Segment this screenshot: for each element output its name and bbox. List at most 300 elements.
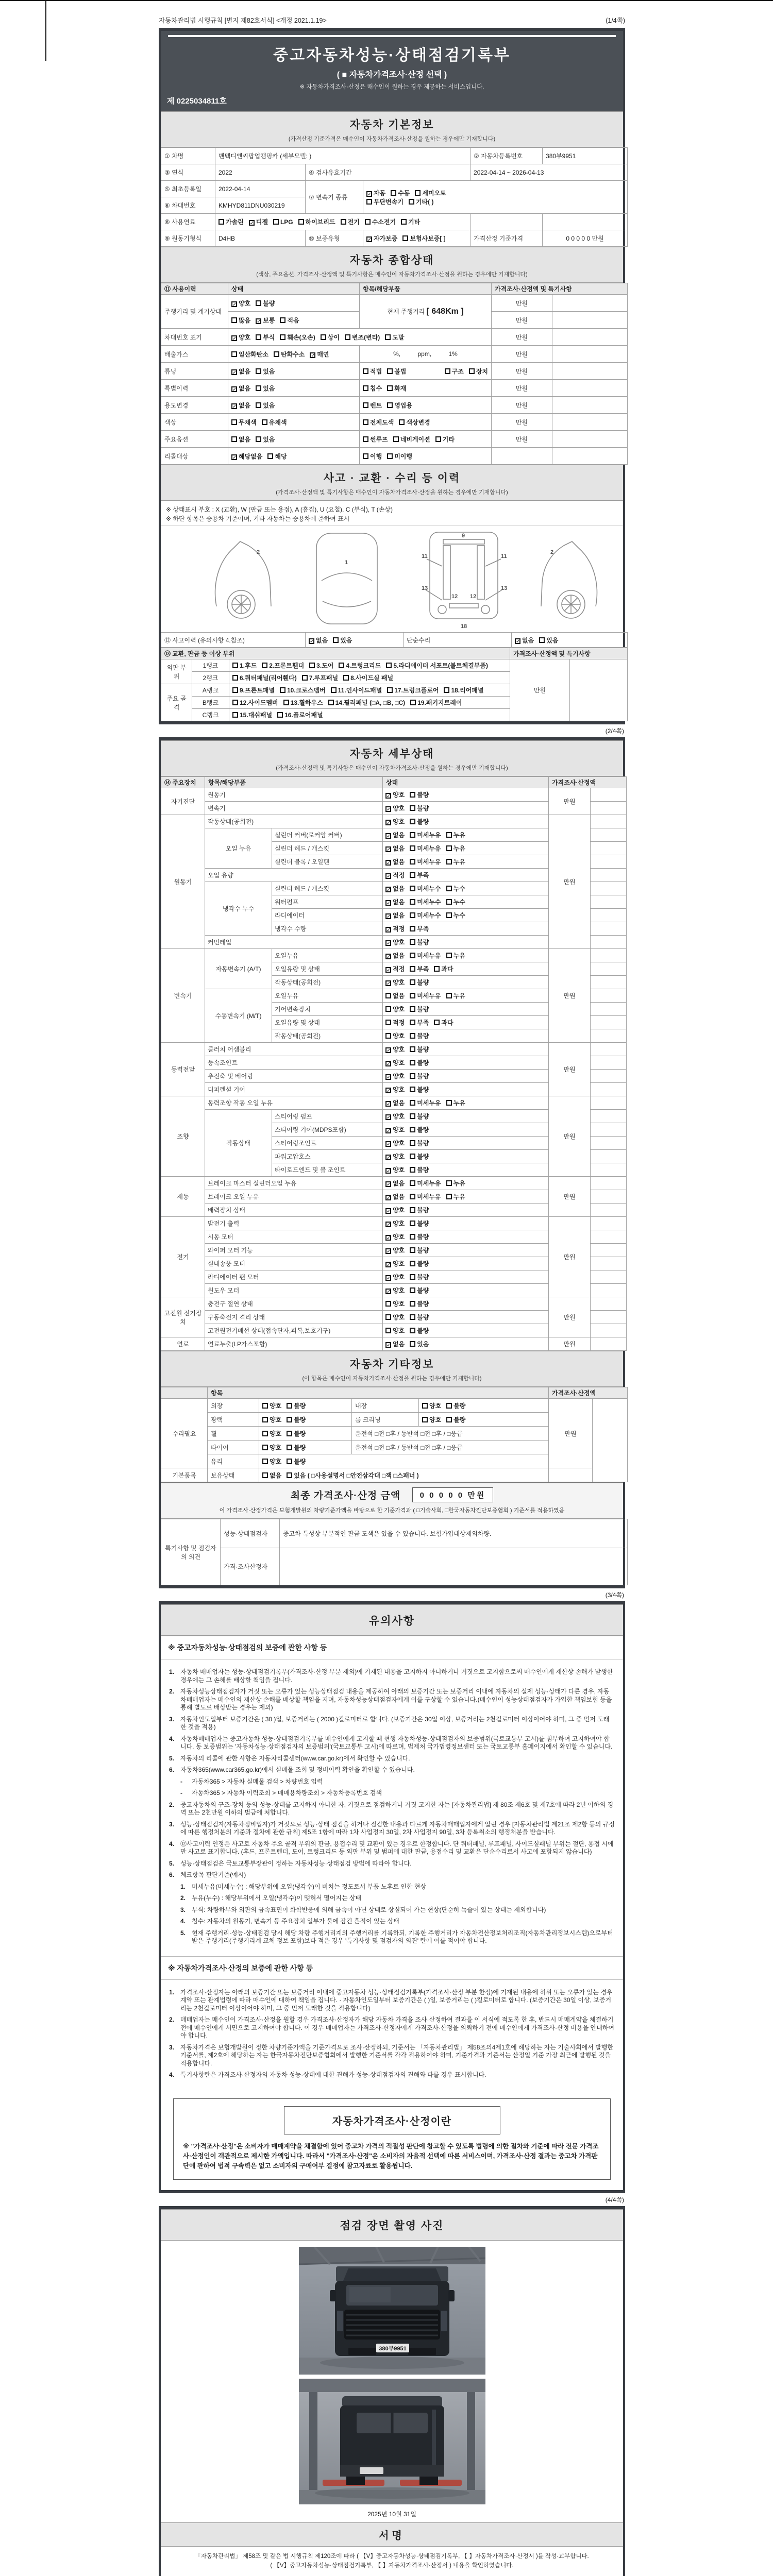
notice-text: 자동차가격은 보험개발원이 정한 차량기준가액을 기준가격으로 조사·산정하되, 기준서는 「자동차관리법」 제58조의4제1호에 해당하는 자는 기술사회에서 발행한 기준서를, 제2호에 해당하는 자는 한국자동차진단보증협회에서 발행한 기준서를 각각 적용하여야 하며, 기준가격과 기준서는 산정일 기준 가장 최근에 발행된 것을 적용합니다.	[180, 2043, 613, 2067]
table-row	[161, 1468, 628, 1482]
remark-cell	[591, 1123, 627, 1137]
checked-checkbox: ✓	[386, 793, 391, 799]
photo-front-view	[299, 2247, 485, 2375]
checkbox	[410, 966, 415, 972]
state-options	[383, 1190, 549, 1204]
checkbox	[385, 334, 391, 340]
option-label: 없음	[393, 899, 405, 906]
svg-text:1: 1	[344, 560, 348, 566]
option	[410, 978, 429, 987]
checked-checkbox: ✓	[311, 352, 315, 359]
option-label: 미세누유	[417, 858, 441, 866]
checkbox	[410, 1020, 415, 1025]
option	[287, 1457, 306, 1466]
option	[331, 686, 382, 694]
option-label: 양호	[393, 1140, 405, 1147]
checkbox	[387, 687, 393, 693]
state-options	[383, 882, 549, 895]
price-cell: 만원	[549, 1217, 591, 1297]
option-label: 불량	[417, 1046, 429, 1053]
checked-checkbox: ✓	[232, 301, 237, 308]
option	[410, 1031, 429, 1040]
option	[410, 1165, 429, 1174]
option	[385, 1045, 405, 1054]
mileage-value: [ 648Km ]	[426, 307, 464, 316]
row-label: 튜닝	[161, 363, 228, 380]
rank-label: A랭크	[192, 684, 229, 697]
sub-group-label: 수동변속기 (M/T)	[205, 989, 272, 1043]
option-label: 있음	[263, 435, 275, 443]
option	[410, 911, 441, 920]
state-options	[383, 1056, 549, 1070]
option-label: 없음	[270, 1471, 282, 1479]
option	[410, 857, 441, 866]
option-label: 양호	[270, 1430, 282, 1437]
option-label: 과다	[441, 1019, 453, 1026]
item-label: 시동 모터	[205, 1230, 383, 1244]
option-label: 이행	[370, 452, 382, 460]
checkbox	[446, 845, 452, 851]
option-label: 불량	[417, 1300, 429, 1308]
checkbox	[410, 1247, 415, 1253]
option-label: 양호	[393, 1113, 405, 1120]
field-label: ⑨ 원동기형식	[161, 230, 215, 247]
notice-item	[169, 1840, 615, 1856]
table-header-row	[161, 283, 628, 295]
checkbox	[341, 219, 346, 225]
option	[385, 1179, 405, 1188]
table-row	[161, 448, 628, 465]
remark-cell	[552, 329, 628, 346]
table-row	[161, 1548, 628, 1585]
svg-text:11: 11	[421, 553, 428, 560]
option-label: 무채색	[239, 418, 257, 426]
state-options	[383, 828, 549, 842]
option-label: 불량	[263, 299, 275, 307]
warranty-options	[363, 230, 470, 247]
empty-cell	[543, 214, 628, 230]
option	[256, 384, 275, 393]
option-label: 일산화탄소	[239, 350, 268, 358]
option	[231, 384, 250, 393]
option	[262, 1457, 281, 1466]
notice-number: 3.	[180, 1906, 186, 1913]
checkbox	[410, 1154, 415, 1159]
option	[410, 1219, 429, 1228]
remark-cell	[593, 1399, 628, 1482]
notice-number: 6.	[169, 1766, 175, 1773]
panel-group-label: 외판 부위	[161, 659, 192, 684]
remark-cell	[591, 1163, 627, 1177]
option-label: 누유	[453, 845, 465, 852]
checkbox	[410, 993, 415, 998]
column-header: 항목/해당부품	[205, 777, 383, 788]
checked-checkbox: ✓	[386, 1128, 391, 1134]
item-label: 오일 유량	[205, 869, 383, 882]
option-label: 부식	[263, 333, 275, 341]
row-label: 유리	[208, 1454, 259, 1468]
notice-item	[169, 1894, 615, 1903]
state-options	[383, 976, 549, 989]
option	[280, 316, 299, 325]
option-label: 불량	[453, 1402, 466, 1410]
option	[402, 234, 440, 243]
scan-border-top	[0, 0, 773, 1]
item-label: 와이퍼 모터 기능	[205, 1244, 383, 1257]
remark-cell	[591, 1337, 627, 1351]
option-label: 양호	[270, 1458, 282, 1465]
option	[385, 1058, 405, 1067]
option-label: 양호	[393, 1220, 405, 1227]
checked-checkbox: ✓	[249, 221, 255, 226]
checkbox	[422, 1403, 428, 1409]
checkbox	[363, 453, 368, 459]
inspector-label: 성능·상태점검자	[221, 1519, 280, 1548]
inspection-period-value: 2022-04-14 ~ 2026-04-13	[470, 164, 628, 181]
sub-group-label: 작동상태	[205, 1110, 272, 1177]
table-row	[161, 230, 628, 247]
checkbox	[410, 886, 415, 891]
section-title: 자동차 기본정보	[349, 119, 434, 131]
item-label: 작동상태(공회전)	[205, 815, 383, 828]
option	[410, 884, 441, 893]
state-options	[383, 1150, 549, 1163]
notice-item	[169, 1989, 615, 2013]
option	[410, 1299, 429, 1308]
remark-cell	[591, 869, 627, 882]
option	[446, 884, 465, 893]
row-label: 휠	[208, 1427, 259, 1440]
option-label: 미세누유	[417, 832, 441, 839]
section-note: (가격조사·산정액 및 특기사항은 매수인이 자동차가격조사·산정을 원하는 경우에만 기재합니다)	[276, 765, 508, 771]
checked-checkbox: ✓	[386, 1209, 391, 1214]
checkbox	[219, 219, 224, 225]
state-options	[383, 1003, 549, 1016]
mileage-prefix: 현재 주행거리	[387, 308, 425, 315]
option-label: 불량	[294, 1416, 306, 1423]
table-row	[161, 181, 628, 197]
notice-item	[169, 1883, 615, 1891]
item-label: 오일누유	[272, 989, 383, 1003]
checked-checkbox: ✓	[386, 1182, 391, 1188]
checkbox	[410, 845, 415, 851]
checkbox	[231, 419, 237, 425]
checkbox	[410, 979, 415, 985]
item-label: 워터펌프	[272, 895, 383, 909]
section-title: 점검 장면 촬영 사진	[340, 2219, 444, 2232]
item-label: 스티어링 펌프	[272, 1110, 383, 1123]
svg-text:2: 2	[550, 549, 553, 555]
checkbox	[410, 899, 415, 905]
state-options	[383, 815, 549, 828]
checkbox	[231, 436, 237, 442]
notice-number: 2.	[169, 1801, 175, 1808]
checkbox	[363, 419, 368, 425]
sub-group-label: 자동변속기 (A/T)	[205, 949, 272, 989]
option	[309, 636, 328, 645]
item-label: 타이로드엔드 및 볼 조인트	[272, 1163, 383, 1177]
state-options	[383, 1337, 549, 1351]
car-diagram-svg	[168, 529, 616, 630]
option-label: 불량	[294, 1402, 306, 1410]
option-label: 불량	[417, 1220, 429, 1227]
detail-row	[161, 1177, 627, 1190]
notice-item	[169, 1766, 615, 1774]
checkbox	[410, 1301, 415, 1307]
checkbox	[435, 436, 441, 442]
option	[385, 964, 405, 973]
checked-checkbox: ✓	[386, 1155, 391, 1161]
device-group-label: 변속기	[161, 949, 205, 1043]
option	[310, 350, 329, 359]
option	[410, 1152, 429, 1161]
option	[309, 661, 333, 670]
item-label: 파워고압호스	[272, 1150, 383, 1163]
option-label: 양호	[393, 1233, 405, 1241]
state-options	[383, 1297, 549, 1311]
option	[435, 435, 455, 444]
item-label: 윈도우 모터	[205, 1284, 383, 1297]
option-label: 없음	[393, 858, 405, 866]
option-label: 18.리어패널	[451, 687, 484, 694]
tuning-options	[228, 363, 360, 380]
opinions-table	[161, 1519, 628, 1585]
state-options	[383, 1244, 549, 1257]
column-header: 항목/해당부품	[360, 283, 492, 295]
mileage-state-options	[228, 295, 360, 312]
option-label: 불량	[417, 1140, 429, 1147]
notices-block-1	[161, 1659, 623, 1956]
document-subtitle: ( ■ 자동차가격조사·산정 선택 )	[337, 71, 447, 79]
option	[385, 884, 405, 893]
definition-title: 자동차가격조사·산정이란	[284, 2106, 500, 2134]
option-label: 적정	[393, 872, 405, 879]
checkbox	[539, 637, 545, 643]
option-label: 해당	[275, 452, 287, 460]
vin-mark-options	[228, 329, 492, 346]
checked-checkbox: ✓	[386, 1289, 391, 1295]
option	[287, 1415, 306, 1424]
notice-number: -	[180, 1789, 182, 1797]
option-label: 불량	[417, 1314, 429, 1321]
option	[280, 686, 326, 694]
option	[385, 831, 405, 839]
section-note: (가격조사·산정액 및 특기사항은 매수인이 자동차가격조사·산정을 원하는 경우에만 기재합니다)	[276, 489, 508, 496]
column-header: 가격조사·산정액 및 특기사항	[510, 648, 628, 659]
tire-options	[259, 1440, 352, 1454]
option	[385, 857, 405, 866]
table-row	[161, 214, 628, 230]
item-label: 디퍼렌셜 기어	[205, 1083, 383, 1096]
option	[385, 1273, 405, 1281]
detail-row	[161, 949, 627, 962]
checkbox	[410, 1234, 415, 1240]
option-label: 양호	[393, 979, 405, 986]
detail-row	[161, 788, 627, 802]
checkbox	[328, 700, 334, 705]
checked-checkbox: ✓	[386, 1061, 391, 1067]
field-label: ⑦ 변속기 종류	[306, 181, 363, 214]
section-accident	[161, 465, 623, 501]
column-header: ⑪ 사용이력	[161, 283, 228, 295]
table-row	[161, 1399, 628, 1413]
checkbox	[446, 953, 452, 958]
option	[410, 1179, 441, 1188]
section-title: 유의사항	[368, 1615, 415, 1627]
item-label: 연료누출(LP가스포함)	[205, 1337, 383, 1351]
notice-item	[169, 2071, 615, 2079]
price-cell: 만원	[549, 1399, 593, 1468]
empty-cell	[470, 214, 543, 230]
notice-item	[169, 1668, 615, 1684]
option-label: 적정	[393, 1019, 405, 1026]
checkbox	[231, 317, 237, 323]
price-cell: 만원	[510, 659, 570, 721]
option	[410, 698, 462, 707]
page-2	[159, 737, 625, 1588]
item-label: 스티어링조인트	[272, 1137, 383, 1150]
checkbox	[410, 1207, 415, 1213]
svg-text:12: 12	[451, 594, 458, 600]
option	[410, 871, 429, 879]
option-label: 자동	[374, 189, 386, 197]
option-label: 9.프론트패널	[240, 687, 275, 694]
option-label: 불량	[417, 979, 429, 986]
checkbox	[410, 832, 415, 838]
state-options	[383, 869, 549, 882]
checkbox	[410, 1274, 415, 1280]
remark-cell	[552, 431, 628, 448]
table-row	[161, 380, 628, 397]
option	[341, 217, 360, 226]
option	[410, 817, 429, 826]
option	[321, 333, 340, 342]
checkbox	[410, 1194, 415, 1199]
remark-cell	[552, 397, 628, 414]
state-options	[383, 842, 549, 855]
option-label: 없음	[393, 845, 405, 852]
option-label: 미세누수	[417, 912, 441, 919]
device-group-label: 고전원 전기장치	[161, 1297, 205, 1337]
detail-row	[161, 1096, 627, 1110]
document-title: 중고자동차성능·상태점검기록부	[273, 47, 511, 64]
option-label: 없음	[239, 367, 251, 375]
option	[287, 1401, 306, 1410]
item-label: 커먼레일	[205, 936, 383, 949]
photo-rear-view	[299, 2379, 485, 2504]
option	[231, 333, 250, 342]
option	[385, 1192, 405, 1201]
checkbox	[410, 1341, 415, 1347]
checked-checkbox: ✓	[386, 1235, 391, 1241]
price-cell: 만원	[549, 815, 591, 949]
notice-item	[169, 1755, 615, 1763]
option	[515, 636, 534, 645]
section-note: (가격산정 기준가격은 매수인이 자동차가격조사·산정을 원하는 경우에만 기재합니다)	[288, 136, 496, 142]
checked-checkbox: ✓	[386, 1168, 391, 1174]
remark-cell	[591, 1311, 627, 1324]
price-cell: 만원	[492, 380, 552, 397]
rank-label: C랭크	[192, 709, 229, 721]
column-header: ⑭ 주요장치	[161, 777, 205, 788]
tire-positions: 운전석 □전 □후 / 동반석 □전 □후 / □응급	[352, 1440, 549, 1454]
option-label: 불량	[417, 1207, 429, 1214]
notice-number: 5.	[169, 1754, 175, 1762]
table-row	[161, 633, 628, 648]
checkbox	[339, 663, 344, 668]
option-label: 없음	[393, 1099, 405, 1107]
option-label: 과다	[441, 965, 453, 973]
option	[231, 435, 250, 444]
option	[385, 1165, 405, 1174]
empty-header	[161, 1387, 208, 1399]
notice-number: 1.	[180, 1883, 186, 1890]
usage-change-detail	[360, 397, 492, 414]
option-label: 적정	[393, 965, 405, 973]
notice-text: 성능·상태점검자(자동차정비업자)가 거짓으로 성능·상태 점검을 하거나 점검한 내용과 다르게 자동차매매업자에게 알린 경우 [자동차관리법 제21조 제2항 등의 규정에 따른 행정처분의 기준과 절차에 관한 규칙] 제5조 1항에 따라 1차 사업정지 30일, 2차 사업정지 90일, 3차 등록취소의 행정처분을 받습니다.	[180, 1820, 615, 1836]
notice-number: 4.	[169, 1840, 175, 1848]
option	[410, 938, 429, 946]
checked-checkbox: ✓	[386, 914, 391, 920]
item-label: 오일유량 및 상태	[272, 962, 383, 976]
checkbox	[410, 1060, 415, 1065]
option	[410, 1085, 429, 1094]
option-label: 불량	[417, 1247, 429, 1254]
option	[410, 897, 441, 906]
notice-number: 4.	[169, 1735, 175, 1742]
option-label: 부족	[417, 872, 429, 879]
checked-checkbox: ✓	[386, 1115, 391, 1121]
base-price-value: 0 0 0 0 0 만원	[543, 230, 628, 247]
option	[386, 661, 488, 670]
option-label: 도말	[392, 333, 405, 341]
column-header: 가격조사·산정액	[549, 777, 627, 788]
option	[363, 435, 388, 444]
option-label: 기타	[415, 198, 428, 206]
option	[273, 218, 293, 226]
checkbox	[283, 700, 289, 705]
remark-cell	[552, 312, 628, 329]
item-label: 브레이크 마스터 실린더오일 누유	[205, 1177, 383, 1190]
option-label: 가솔린	[226, 218, 244, 226]
option-label: 미세누수	[417, 899, 441, 906]
checkbox	[401, 219, 407, 225]
definition-text: ※ "가격조사·산정"은 소비자가 매매계약을 체결함에 있어 중고차 가격의 적절성 판단에 참고할 수 있도록 법령에 의한 절차와 기준에 따라 전문 가격조사·산정인이 객관적으로 제시한 가액입니다. 따라서 "가격조사·산정"은 소비자의 자율적 선택에 따른 서비스이며, 가격조사·산정 결과는 중고차 가격판단에 관하여 법적 구속력은 없고 소비자의 구매여부 결정에 참고자료로 활용됩니다.	[183, 2142, 599, 2170]
option	[256, 299, 275, 308]
checkbox	[256, 334, 261, 340]
option-label: 없음	[393, 885, 405, 892]
item-label: 동력조향 작동 오일 누유	[205, 1096, 383, 1110]
state-options	[383, 895, 549, 909]
option-label: 8.사이드실 패널	[350, 674, 394, 682]
option	[231, 316, 250, 325]
wheel-positions: 운전석 □전 □후 / 동반석 □전 □후 / □응급	[352, 1427, 549, 1440]
row-label: 주요옵션	[161, 431, 228, 448]
option-label: 미세누유	[417, 992, 441, 999]
option-label: 불량	[453, 1416, 466, 1423]
checkbox	[280, 687, 285, 693]
device-group-label: 동력전달	[161, 1043, 205, 1096]
checkbox	[363, 385, 368, 391]
checkbox	[446, 832, 452, 838]
remark-cell	[591, 989, 627, 1003]
checked-checkbox: ✓	[516, 638, 520, 645]
title-header	[161, 31, 623, 111]
row-label: 외장	[208, 1399, 259, 1413]
row-label: 차대번호 표기	[161, 329, 228, 346]
option	[363, 384, 382, 393]
notice-text: 누유(누수) : 해당부위에서 오일(냉각수)이 맺혀서 떨어지는 상태	[192, 1894, 362, 1902]
